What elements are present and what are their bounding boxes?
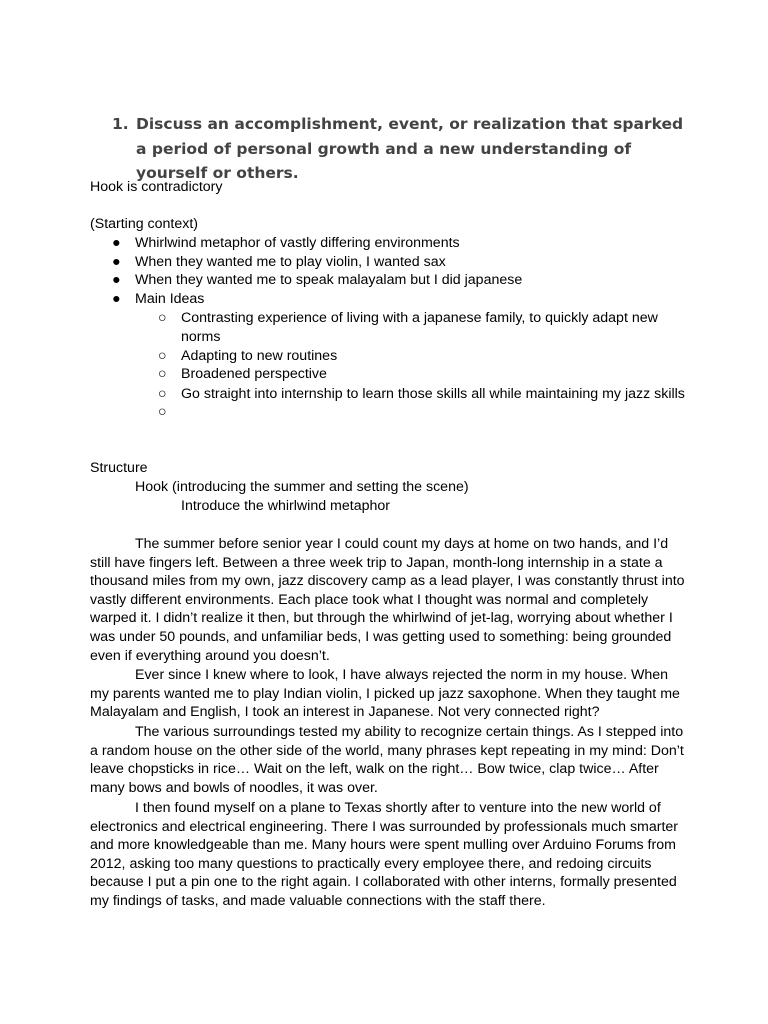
sub-bullet-glyph: ○ (158, 385, 167, 402)
structure-hook-sub: Introduce the whirlwind metaphor (181, 498, 390, 514)
heading-number: 1. (112, 115, 129, 133)
sub-bullet-glyph: ○ (158, 366, 167, 382)
bullet-item: When they wanted me to speak malayalam but I did japanese (135, 272, 523, 289)
bullet-glyph: ● (112, 272, 121, 289)
essay-paragraph: Ever since I knew where to look, I have always rejected the norm in my house. When my parents wanted me to play Indian violin, I picked up jazz saxophone. When they taught me Malayalam and English, I took an interest in Japanese. Not very connected right? (90, 667, 680, 721)
bullet-item: Whirlwind metaphor of vastly differing environments (135, 235, 460, 251)
sub-bullet-item: Broadened perspective (181, 366, 327, 382)
structure-label: Structure (90, 460, 148, 476)
starting-context-label: (Starting context) (90, 216, 199, 232)
structure-hook: Hook (introducing the summer and setting the scene) (135, 479, 469, 495)
sub-bullet-item: Go straight into internship to learn those skills all while maintaining my jazz skills (181, 385, 685, 402)
bullet-item: Main Ideas (135, 290, 205, 307)
sub-bullet-item: Contrasting experience of living with a japanese family, to quickly adapt new norms (181, 310, 658, 345)
bullet-glyph: ● (112, 253, 121, 270)
heading-text: Discuss an accomplishment, event, or realization that sparked a period of personal growth and a new understanding of yourself or others. (136, 115, 684, 182)
bullet-glyph: ● (112, 290, 121, 307)
essay-paragraph: The various surroundings tested my ability to recognize certain things. As I stepped into a random house on the other side of the world, many phrases kept repeating in my mind: Don’t leave chopsticks in rice… Wait on the left, walk on the right… Bow twice, clap twice… After many bows and bowls of noodles, it was over. (90, 724, 684, 796)
prompt-heading (112, 112, 692, 186)
sub-bullet-glyph: ○ (158, 404, 167, 420)
bullet-item: When they wanted me to play violin, I wanted sax (135, 253, 446, 270)
bullet-glyph: ● (112, 235, 121, 251)
sub-bullet-glyph: ○ (158, 310, 167, 326)
sub-bullet-glyph: ○ (158, 347, 167, 364)
essay-paragraph: The summer before senior year I could count my days at home on two hands, and I’d still have fingers left. Between a three week trip to Japan, month-long internship in a state a thousand miles from my own, jazz discovery camp as a lead player, I was constantly thrust into vastly different environments. Each place took what I thought was normal and completely warped it. I didn’t realize it then, but through the whirlwind of jet-lag, worrying about whether I was under 50 pounds, and unfamiliar beds, I was getting used to something: being grounded even if everything around you doesn’t. (90, 536, 685, 664)
hook-note: Hook is contradictory (90, 179, 223, 195)
essay-paragraph: I then found myself on a plane to Texas shortly after to venture into the new world of electronics and electrical engineering. There I was surrounded by professionals much smarter and more knowledgeable than me. Many hours were spent mulling over Arduino Forums from 2012, asking too many questions to practically every employee there, and redoing circuits because I put a pin one to the right again. I collaborated with other interns, formally presented my findings of tasks, and made valuable connections with the staff there. (90, 800, 679, 909)
sub-bullet-item: Adapting to new routines (181, 347, 338, 364)
